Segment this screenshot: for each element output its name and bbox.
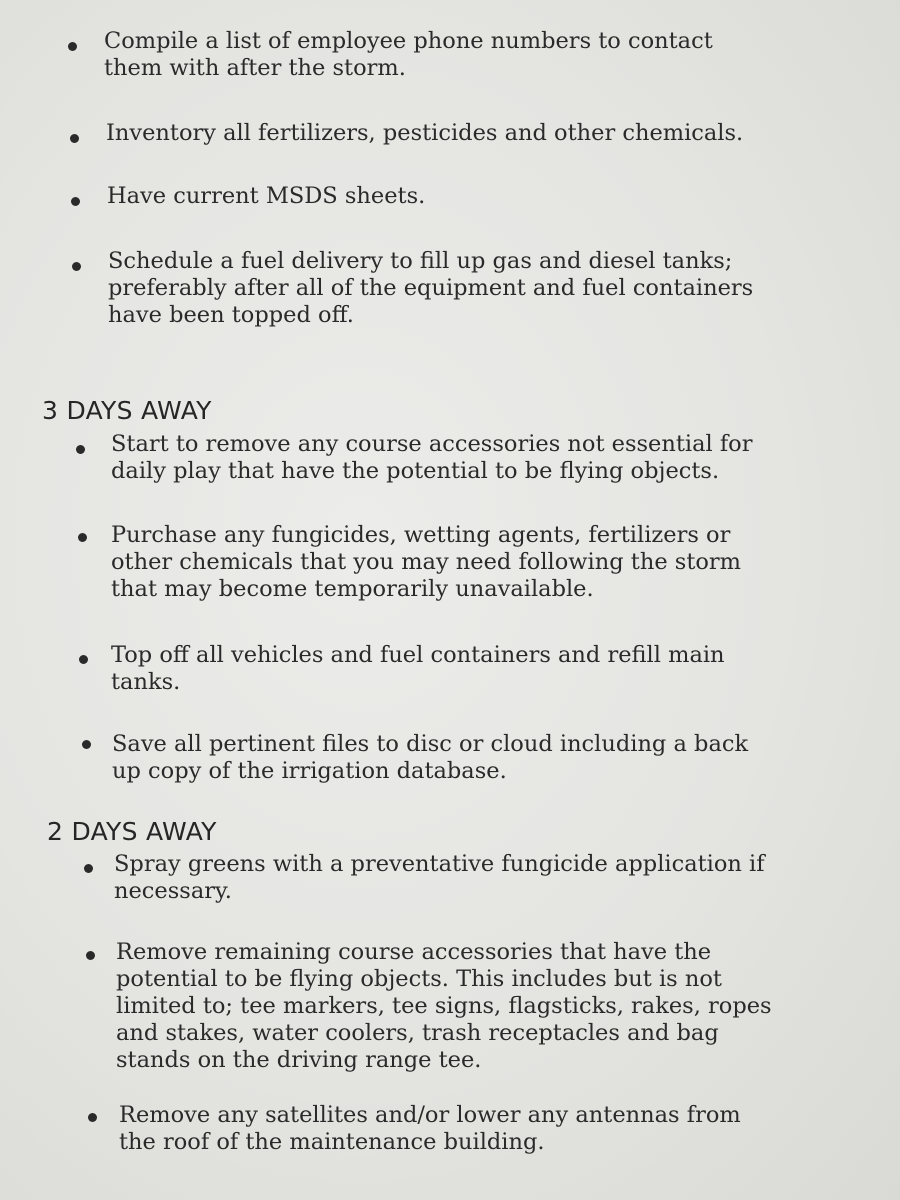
list-item <box>111 642 725 696</box>
list-item <box>108 248 753 329</box>
list-item <box>112 731 748 785</box>
list-item <box>116 939 772 1074</box>
list-item <box>111 522 741 603</box>
list-item <box>104 28 713 82</box>
list-item-line: necessary. <box>114 878 232 904</box>
list-item-line: preferably after all of the equipment and fuel containers <box>108 275 754 301</box>
list-item-line: that may become temporarily unavailable. <box>111 576 594 602</box>
bullet-icon <box>86 951 95 960</box>
list-item <box>107 183 425 210</box>
list-item <box>119 1102 741 1156</box>
bullet-icon <box>68 42 77 51</box>
section-heading: 2 DAYS AWAY <box>47 817 217 846</box>
bullet-icon <box>82 740 91 749</box>
list-item-line: Schedule a fuel delivery to fill up gas and diesel tanks; <box>108 248 733 274</box>
list-item-line: daily play that have the potential to be flying objects. <box>111 458 720 484</box>
list-item-line: Top off all vehicles and fuel containers and refill main <box>111 642 725 668</box>
bullet-icon <box>71 197 80 206</box>
list-item-line: up copy of the irrigation database. <box>112 758 507 784</box>
bullet-icon <box>76 445 85 454</box>
list-item-line: Compile a list of employee phone numbers to contact <box>104 28 713 54</box>
list-item-line: other chemicals that you may need following the storm <box>111 549 742 575</box>
list-item-line: stands on the driving range tee. <box>116 1047 482 1073</box>
list-item-line: potential to be flying objects. This includes but is not <box>116 966 722 992</box>
list-item <box>111 431 752 485</box>
list-item-line: them with after the storm. <box>104 55 406 81</box>
bullet-icon <box>88 1113 97 1122</box>
list-item-line: have been topped off. <box>108 302 354 328</box>
list-item-line: Start to remove any course accessories not essential for <box>111 431 753 457</box>
list-item-line: Purchase any fungicides, wetting agents, fertilizers or <box>111 522 731 548</box>
list-item-line: and stakes, water coolers, trash receptacles and bag <box>116 1020 719 1046</box>
bullet-icon <box>72 262 81 271</box>
list-item-line: Remove any satellites and/or lower any antennas from <box>119 1102 741 1128</box>
bullet-icon <box>79 655 88 664</box>
list-item-line: tanks. <box>111 669 181 695</box>
bullet-icon <box>78 533 87 542</box>
list-item-line: Remove remaining course accessories that have the <box>116 939 712 965</box>
list-item-line: Have current MSDS sheets. <box>107 183 426 209</box>
bullet-icon <box>84 864 93 873</box>
list-item-line: Inventory all fertilizers, pesticides and other chemicals. <box>106 120 744 146</box>
bullet-icon <box>70 134 79 143</box>
list-item-line: limited to; tee markers, tee signs, flagsticks, rakes, ropes <box>116 993 772 1019</box>
list-item-line: Save all pertinent files to disc or cloud including a back <box>112 731 749 757</box>
list-item <box>114 851 765 905</box>
section-heading: 3 DAYS AWAY <box>42 396 212 425</box>
list-item-line: Spray greens with a preventative fungicide application if <box>114 851 765 877</box>
list-item-line: the roof of the maintenance building. <box>119 1129 545 1155</box>
list-item <box>106 120 743 147</box>
